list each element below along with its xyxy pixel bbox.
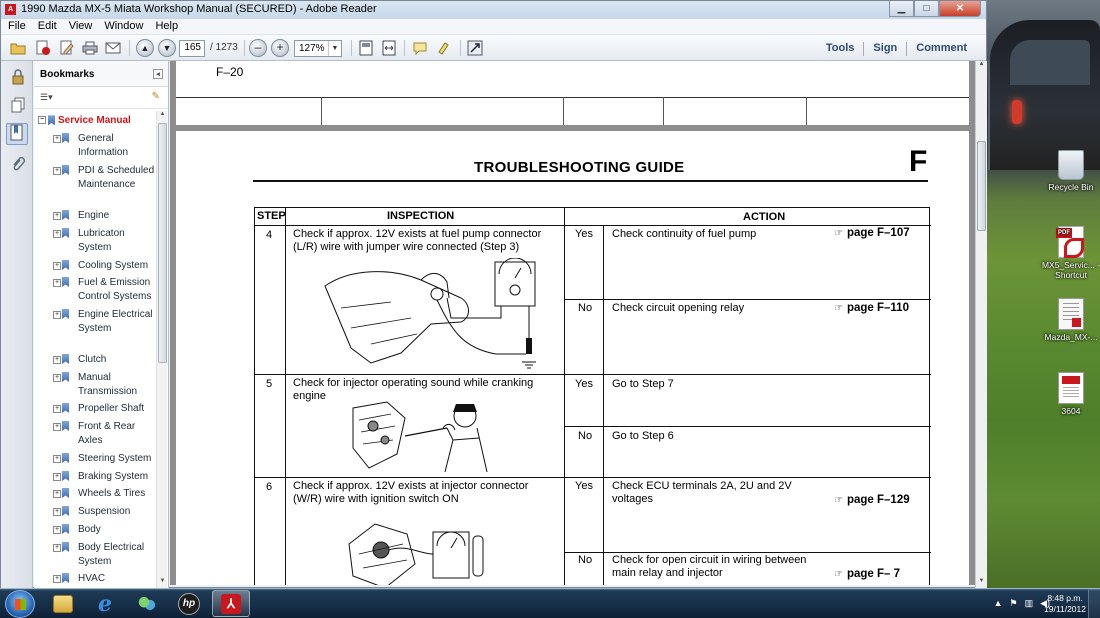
bookmark-icon (62, 542, 69, 552)
bookmark-item[interactable] (48, 132, 155, 160)
desktop-icon-label: Mazda_MX-... (1044, 332, 1098, 342)
action-text: Check ECU terminals 2A, 2U and 2V voltages (612, 480, 792, 505)
desktop-icon-mazda-mx[interactable] (1035, 298, 1100, 342)
clock-date: 19/11/2012 (1044, 604, 1086, 614)
taskbar-adobe-reader[interactable] (212, 590, 250, 617)
bookmark-icon (62, 488, 69, 498)
action-text: Check for open circuit in wiring between main relay and injector (612, 554, 807, 579)
expand-plus-icon[interactable]: + (54, 356, 60, 363)
show-hidden-icons-icon[interactable]: ▲ (993, 598, 1003, 608)
no-label: No (578, 302, 593, 314)
lock-icon[interactable] (9, 69, 26, 87)
pointing-hand-icon: ☞ (834, 495, 843, 506)
taskbar-explorer[interactable] (44, 590, 82, 617)
scroll-thumb[interactable] (977, 141, 986, 231)
expand-plus-icon[interactable]: + (54, 575, 60, 582)
pointing-hand-icon: ☞ (834, 228, 843, 239)
volume-speaker-icon[interactable]: ◀) (1040, 598, 1050, 608)
system-clock[interactable] (1044, 593, 1086, 615)
bookmark-icon (62, 133, 69, 143)
full-screen-icon[interactable] (466, 39, 484, 57)
bookmarks-panel-icon[interactable] (6, 123, 28, 145)
menu-window[interactable]: Window (104, 20, 144, 32)
bookmark-item[interactable] (48, 259, 155, 273)
page-thumbnails-icon[interactable] (9, 97, 26, 115)
internet-explorer-icon: e (98, 590, 112, 617)
adobe-reader-icon: ⅄ (221, 594, 241, 614)
desktop-icon-label: Recycle Bin (1048, 182, 1094, 192)
pdf-document-icon (1058, 372, 1084, 404)
yes-label: Yes (575, 480, 593, 492)
fit-page-icon[interactable] (357, 39, 375, 57)
expand-plus-icon[interactable]: + (54, 262, 60, 269)
maximize-button[interactable]: □ (914, 1, 939, 17)
bookmarks-header: Bookmarks (40, 69, 95, 80)
folder-icon (53, 595, 73, 613)
bookmark-icon (62, 573, 69, 583)
bookmark-label: Engine Electrical System (78, 309, 153, 334)
bookmark-item[interactable] (48, 164, 155, 192)
expand-plus-icon[interactable]: + (54, 311, 60, 318)
attachments-paperclip-icon[interactable] (9, 157, 26, 175)
bookmark-item[interactable] (48, 523, 155, 537)
bookmark-item[interactable] (48, 541, 155, 569)
navigation-pane (1, 61, 33, 588)
expand-plus-icon[interactable]: + (54, 279, 60, 286)
scroll-thumb[interactable] (158, 123, 167, 363)
injector-sound-check-illustration (347, 398, 507, 474)
step-column-header: STEP (257, 210, 286, 222)
highlight-icon[interactable] (435, 39, 453, 57)
bookmark-icon (62, 165, 69, 175)
next-page-icon[interactable]: ▼ (158, 39, 176, 57)
bookmark-label: HVAC (78, 573, 106, 584)
yes-label: Yes (575, 378, 593, 390)
bookmark-label: Propeller Shaft (78, 403, 145, 414)
taskbar-hp[interactable] (170, 590, 208, 617)
toolbar (1, 35, 986, 61)
bookmark-icon (62, 354, 69, 364)
expand-plus-icon[interactable]: + (54, 167, 60, 174)
bookmark-item[interactable] (48, 572, 155, 586)
inspection-column-header: INSPECTION (387, 210, 455, 222)
previous-page-icon[interactable]: ▲ (136, 39, 154, 57)
bookmark-label: Wheels & Tires (78, 488, 146, 499)
options-menu-icon[interactable]: ☰▾ (40, 92, 53, 102)
page-reference: ☞ page F–107 (834, 227, 910, 239)
desktop-icon-mx5-shortcut[interactable] (1035, 226, 1100, 280)
bookmark-label: Body Electrical System (78, 542, 145, 567)
bookmark-icon (62, 277, 69, 287)
show-desktop-button[interactable] (1088, 589, 1100, 618)
no-label: No (578, 554, 593, 566)
recycle-bin-icon (1058, 150, 1084, 180)
bookmark-icon (62, 403, 69, 413)
action-text: Check continuity of fuel pump (612, 228, 757, 240)
previous-page (176, 61, 969, 125)
expand-plus-icon[interactable]: + (54, 212, 60, 219)
expand-plus-icon[interactable]: + (54, 544, 60, 551)
bookmark-item[interactable] (48, 276, 155, 304)
page-count: / 1273 (210, 42, 238, 53)
section-letter: F (909, 145, 928, 178)
expand-plus-icon[interactable]: + (54, 455, 60, 462)
action-text: Go to Step 6 (612, 430, 674, 442)
title-bar[interactable] (1, 1, 986, 19)
page-reference: ☞ page F–129 (834, 494, 910, 506)
bookmark-item[interactable] (48, 452, 155, 466)
bookmark-item[interactable] (48, 308, 155, 336)
menu-file[interactable]: File (8, 20, 26, 32)
zoom-out-icon[interactable]: – (249, 39, 267, 57)
bookmark-icon (62, 309, 69, 319)
bookmark-label: Clutch (78, 354, 107, 365)
system-tray (994, 598, 1050, 609)
expand-plus-icon[interactable]: + (54, 473, 60, 480)
print-icon[interactable] (81, 39, 99, 57)
page-number-input[interactable]: 165 (179, 40, 205, 57)
bookmark-item[interactable] (48, 209, 155, 223)
zoom-select[interactable] (294, 40, 342, 57)
bookmark-label: Suspension (78, 506, 131, 517)
yes-label: Yes (575, 228, 593, 240)
comment-pane-button[interactable]: Comment (916, 42, 967, 54)
bookmark-item[interactable] (48, 470, 155, 484)
network-people-icon (137, 595, 157, 613)
adobe-reader-icon: A (5, 4, 16, 15)
bookmark-item[interactable] (48, 371, 155, 399)
hp-logo-icon: hp (178, 593, 200, 615)
background-car (990, 20, 1100, 170)
bookmark-label: Front & Rear Axles (78, 421, 136, 446)
troubleshooting-table (254, 207, 930, 585)
bookmark-label: PDI & Scheduled Maintenance (78, 165, 155, 190)
menu-help[interactable]: Help (155, 20, 179, 32)
bookmark-label: Body (78, 524, 101, 535)
scroll-down-icon[interactable]: ▼ (978, 578, 985, 584)
zoom-in-icon[interactable]: + (271, 39, 289, 57)
bookmark-label: Engine (78, 210, 110, 221)
bookmark-item[interactable] (48, 505, 155, 519)
action-text: Check circuit opening relay (612, 302, 745, 314)
network-icon[interactable]: ▥ (1024, 598, 1034, 608)
taskbar-network-app[interactable] (128, 590, 166, 617)
bookmark-item[interactable] (48, 487, 155, 501)
bookmark-label: Steering System (78, 453, 152, 464)
inspection-text: Check if approx. 12V exists at fuel pump connector (L/R) wire with jumper wire connected (Step 3) (293, 228, 542, 253)
bookmark-icon (62, 210, 69, 220)
menu-view[interactable]: View (68, 20, 93, 32)
inspection-text: Check for injector operating sound while cranking engine (293, 377, 534, 402)
bookmark-icon (62, 228, 69, 238)
create-pdf-icon[interactable] (34, 39, 52, 57)
document-view[interactable] (170, 61, 975, 585)
action-column-header: ACTION (743, 211, 786, 223)
bookmark-icon (62, 453, 69, 463)
taskbar (0, 588, 1100, 618)
page-title: TROUBLESHOOTING GUIDE (474, 159, 685, 176)
pointing-hand-icon: ☞ (834, 303, 843, 314)
bookmark-icon (48, 115, 55, 125)
document-scrollbar[interactable] (975, 61, 987, 588)
zoom-value: 127% (299, 43, 325, 54)
bookmark-item[interactable] (48, 227, 155, 255)
desktop-icon-label: 3604 (1061, 406, 1081, 416)
scroll-up-icon[interactable]: ▲ (978, 61, 985, 67)
minimize-button[interactable]: ▁ (889, 1, 914, 17)
bookmark-icon (62, 471, 69, 481)
collapse-minus-icon[interactable]: − (39, 116, 45, 124)
previous-page-title: F–20 (216, 65, 244, 79)
bookmark-item[interactable] (48, 402, 155, 416)
action-center-flag-icon[interactable]: ⚑ (1009, 598, 1018, 608)
bookmark-label: Fuel & Emission Control Systems (78, 277, 152, 302)
close-button[interactable]: ✕ (939, 1, 981, 17)
chevron-down-icon[interactable]: ▼ (328, 41, 341, 56)
email-icon[interactable] (104, 39, 122, 57)
window-title: 1990 Mazda MX-5 Miata Workshop Manual (SECURED) - Adobe Reader (21, 3, 377, 15)
tools-pane-button[interactable]: Tools (825, 42, 855, 54)
start-button[interactable] (5, 590, 35, 618)
pdf-file-icon: PDF (1058, 226, 1084, 258)
step-number: 4 (266, 229, 273, 241)
bookmarks-scrollbar[interactable] (156, 111, 167, 588)
comment-bubble-icon[interactable] (411, 39, 429, 57)
clock-time: 8:48 p.m. (1047, 593, 1083, 603)
desktop-icon-3604[interactable] (1035, 372, 1100, 416)
document-page (176, 131, 969, 585)
bookmark-item[interactable] (48, 353, 155, 367)
bookmark-icon (62, 372, 69, 382)
no-label: No (578, 430, 593, 442)
edit-document-icon[interactable] (58, 39, 76, 57)
step-number: 6 (266, 481, 273, 493)
bookmarks-panel (34, 61, 169, 588)
pointing-hand-icon: ☞ (834, 569, 843, 580)
expand-plus-icon[interactable]: + (54, 526, 60, 533)
inspection-text: Check if approx. 12V exists at injector connector (W/R) wire with ignition switch ON (293, 480, 529, 505)
bookmark-label: Cooling System (78, 260, 149, 271)
bookmark-root[interactable] (38, 115, 131, 126)
sign-pane-button[interactable]: Sign (873, 42, 898, 54)
collapse-panel-icon[interactable]: ◂ (153, 69, 163, 79)
taskbar-internet-explorer[interactable] (86, 590, 124, 617)
fit-width-icon[interactable] (380, 39, 398, 57)
expand-bookmark-icon[interactable]: ✎ (151, 91, 160, 102)
action-text: Go to Step 7 (612, 378, 674, 390)
menu-edit[interactable]: Edit (37, 20, 57, 32)
bookmark-icon (62, 506, 69, 516)
page-reference: ☞ page F– 7 (834, 568, 901, 580)
pdf-document-icon (1058, 298, 1084, 330)
expand-plus-icon[interactable]: + (54, 508, 60, 515)
expand-plus-icon[interactable]: + (54, 490, 60, 497)
bookmark-label: General Information (78, 133, 129, 158)
open-folder-icon[interactable] (9, 39, 27, 57)
bookmark-tree (34, 111, 155, 588)
scroll-down-icon[interactable]: ▼ (159, 578, 166, 584)
expand-plus-icon[interactable]: + (54, 423, 60, 430)
expand-plus-icon[interactable]: + (54, 230, 60, 237)
page-reference: ☞ page F–110 (834, 302, 909, 314)
desktop-icon-recycle-bin[interactable] (1035, 150, 1100, 192)
bookmark-label: Braking System (78, 471, 149, 482)
expand-plus-icon[interactable]: + (54, 135, 60, 142)
step-number: 5 (266, 378, 273, 390)
menu-bar (1, 19, 986, 35)
bookmark-icon (62, 421, 69, 431)
expand-plus-icon[interactable]: + (54, 405, 60, 412)
desktop-icon-label: MX5_Servic... - Shortcut (1041, 260, 1100, 280)
injector-connector-voltmeter-illustration (345, 514, 495, 585)
bookmark-label: Lubricaton System (78, 228, 125, 253)
bookmark-icon (62, 260, 69, 270)
bookmark-root-label: Service Manual (58, 115, 131, 126)
bookmark-label: Manual Transmission (78, 372, 138, 397)
bookmark-icon (62, 524, 69, 534)
scroll-up-icon[interactable]: ▲ (159, 111, 166, 117)
expand-plus-icon[interactable]: + (54, 374, 60, 381)
voltmeter-fuel-pump-illustration (321, 258, 546, 370)
bookmark-item[interactable] (48, 420, 155, 448)
